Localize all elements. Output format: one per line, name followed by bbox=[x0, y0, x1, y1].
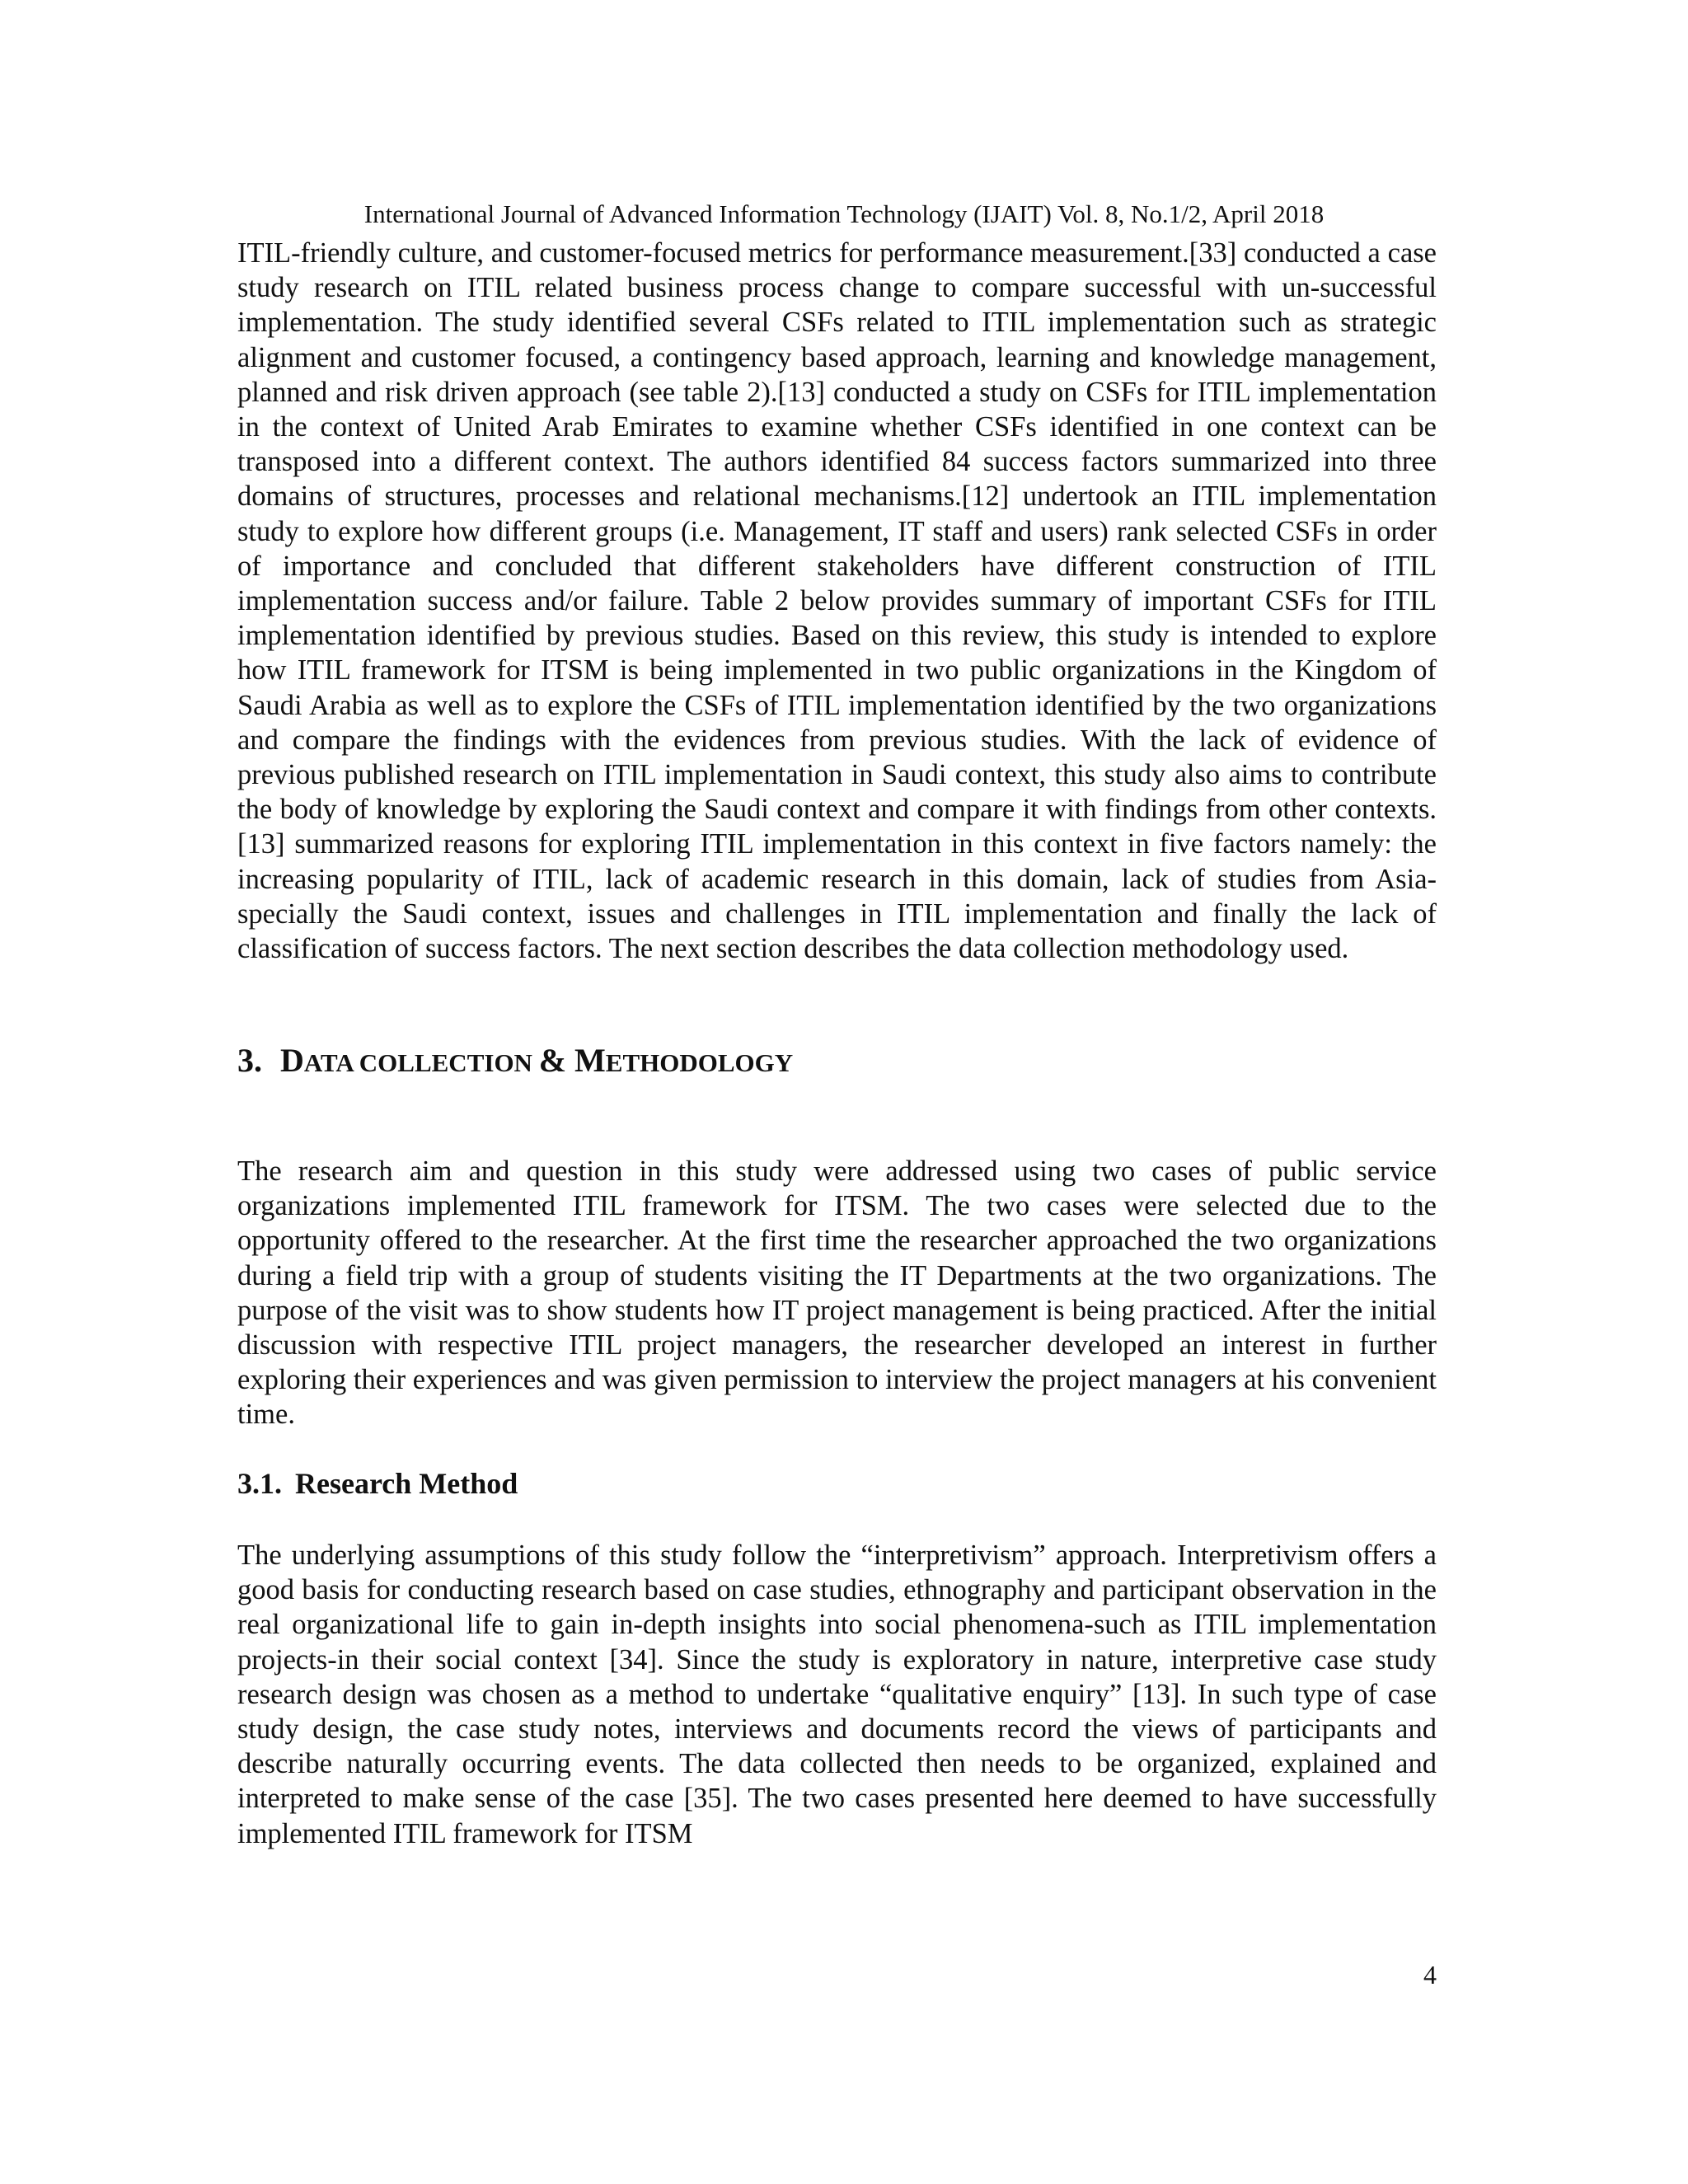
page-number: 4 bbox=[1423, 1960, 1437, 1990]
subsection-number: 3.1. bbox=[237, 1467, 282, 1500]
subsection-heading bbox=[237, 1465, 518, 1502]
section-title-smallcaps: ATA COLLECTION bbox=[303, 1048, 539, 1077]
body-paragraph: The research aim and question in this study were addressed using two cases of public service organizations implemented ITIL framework for ITSM. The two cases were selected due to the opportunity offered to the researcher. At the first time the researcher approached the two organizations during a field trip with a group of students visiting the IT Departments at the two organizations. The purpose of the visit was to show students how IT project management is being practiced. After the initial discussion with respective ITIL project managers, the researcher developed an interest in further exploring their experiences and was given permission to interview the project managers at his convenient time. bbox=[237, 1155, 1437, 1431]
running-header: International Journal of Advanced Information Technology (IJAIT) Vol. 8, No.1/2, April 2018 bbox=[363, 199, 1325, 228]
subsection-title: Research Method bbox=[295, 1467, 518, 1500]
body-paragraph: ITIL-friendly culture, and customer-focused metrics for performance measurement.[33] conducted a case study research on ITIL related business process change to compare successful with un-successful implementation. The study identified several CSFs related to ITIL implementation such as strategic alignment and customer focused, a contingency based approach, learning and knowledge management, planned and risk driven approach (see table 2).[13] conducted a study on CSFs for ITIL implementation in the context of United Arab Emirates to examine whether CSFs identified in one context can be transposed into a different context. The authors identified 84 success factors summarized into three domains of structures, processes and relational mechanisms.[12] undertook an ITIL implementation study to explore how different groups (i.e. Management, IT staff and users) rank selected CSFs in order of importance and concluded that different stakeholders have different construction of ITIL implementation success and/or failure. Table 2 below provides summary of important CSFs for ITIL implementation identified by previous studies. Based on this review, this study is intended to explore how ITIL framework for ITSM is being implemented in two public organizations in the Kingdom of Saudi Arabia as well as to explore the CSFs of ITIL implementation identified by the two organizations and compare the findings with the evidences from previous studies. With the lack of evidence of previous published research on ITIL implementation in Saudi context, this study also aims to contribute the body of knowledge by exploring the Saudi context and compare it with findings from other contexts.[13] summarized reasons for exploring ITIL implementation in this context in five factors namely: the increasing popularity of ITIL, lack of academic research in this domain, lack of studies from Asia-specially the Saudi context, issues and challenges in ITIL implementation and finally the lack of classification of success factors. The next section describes the data collection methodology used. bbox=[237, 237, 1437, 965]
section-title-ampersand: & bbox=[538, 1042, 567, 1079]
section-title-smallcaps: ETHODOLOGY bbox=[605, 1048, 794, 1077]
section-title-initial: M bbox=[566, 1042, 606, 1079]
section-title-initial: D bbox=[280, 1042, 304, 1079]
body-paragraph: The underlying assumptions of this study follow the “interpretivism” approach. Interpretivism offers a good basis for conducting research based on case studies, ethnography and participant observation in the real organizational life to gain in-depth insights into social phenomena-such as ITIL implementation projects-in their social context [34]. Since the study is exploratory in nature, interpretive case study research design was chosen as a method to undertake “qualitative enquiry” [13]. In such type of case study design, the case study notes, interviews and documents record the views of participants and describe naturally occurring events. The data collected then needs to be organized, explained and interpreted to make sense of the case [35]. The two cases presented here deemed to have successfully implemented ITIL framework for ITSM bbox=[237, 1540, 1437, 1849]
section-heading bbox=[237, 1040, 793, 1084]
section-number: 3. bbox=[237, 1042, 262, 1079]
